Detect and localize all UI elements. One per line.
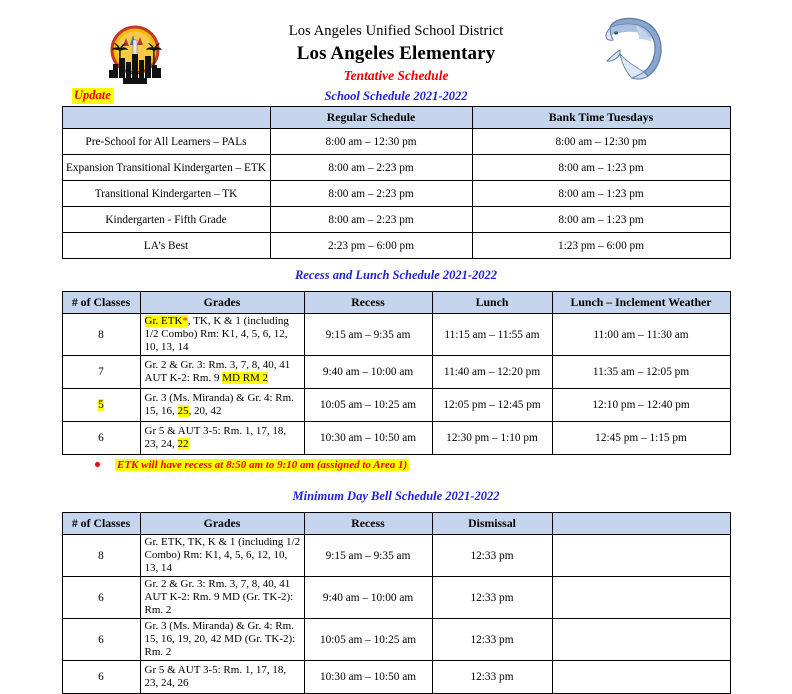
table-row <box>62 661 730 694</box>
table-row <box>62 577 730 619</box>
cell-num-classes: 8 <box>62 314 140 356</box>
cell-dismissal: 12:33 pm <box>432 661 552 694</box>
table-row <box>62 619 730 661</box>
cell-blank <box>552 661 730 694</box>
cell-program: LA’s Best <box>62 233 270 259</box>
cell-lunch-inclement: 12:10 pm – 12:40 pm <box>552 389 730 422</box>
column-header-bank-time-tuesdays: Bank Time Tuesdays <box>472 107 730 129</box>
minimum-day-table <box>62 512 731 694</box>
cell-recess: 9:40 am – 10:00 am <box>304 577 432 619</box>
table-row <box>62 181 730 207</box>
cell-recess: 10:05 am – 10:25 am <box>304 619 432 661</box>
cell-program: Expansion Transitional Kindergarten – ETK <box>62 155 270 181</box>
column-header-lunch: Lunch <box>432 292 552 314</box>
cell-num-classes: 6 <box>62 577 140 619</box>
column-header-recess: Recess <box>304 292 432 314</box>
etk-note-text: ETK will have recess at 8:50 am to 9:10 am (assigned to Area 1) <box>117 459 408 471</box>
recess-lunch-heading: Recess and Lunch Schedule 2021-2022 <box>294 268 498 282</box>
cell-dismissal: 12:33 pm <box>432 535 552 577</box>
cell-lunch-inclement: 11:35 am – 12:05 pm <box>552 356 730 389</box>
cell-lunch: 11:15 am – 11:55 am <box>432 314 552 356</box>
document-header <box>0 0 792 88</box>
cell-recess: 10:30 am – 10:50 am <box>304 661 432 694</box>
cell-program: Kindergarten - Fifth Grade <box>62 207 270 233</box>
cell-recess: 9:15 am – 9:35 am <box>304 314 432 356</box>
table-header-row <box>62 292 730 314</box>
table-row <box>62 207 730 233</box>
room-highlight: 22 <box>177 438 189 450</box>
cell-recess: 9:15 am – 9:35 am <box>304 535 432 577</box>
table-row <box>62 389 730 422</box>
grade-line-2-prefix: AUT K-2: Rm. 9 <box>144 372 223 384</box>
cell-grades <box>140 389 304 422</box>
school-schedule-table <box>62 106 731 259</box>
dolphin-mascot-logo <box>598 14 678 84</box>
column-header-regular-schedule: Regular Schedule <box>270 107 472 129</box>
table-row <box>62 233 730 259</box>
grade-rest: , TK, K & 1 (including 1/2 Combo) Rm: K1, 4, 5, 6, 12, 10, 13, 14 <box>144 315 289 353</box>
etk-recess-note <box>95 458 409 472</box>
grade-line-1: Gr. 2 & Gr. 3: Rm. 3, 7, 8, 40, 41 <box>144 359 291 371</box>
cell-program: Pre-School for All Learners – PALs <box>62 129 270 155</box>
table-row <box>62 155 730 181</box>
column-header-num-classes: # of Classes <box>62 513 140 535</box>
cell-regular: 8:00 am – 2:23 pm <box>270 181 472 207</box>
cell-grades: Gr. 2 & Gr. 3: Rm. 3, 7, 8, 40, 41 AUT K-2: Rm. 9 MD (Gr. TK-2): Rm. 2 <box>140 577 304 619</box>
table-header-row <box>62 107 730 129</box>
district-name: Los Angeles Unified School District <box>288 23 504 39</box>
update-heading-row <box>0 88 792 106</box>
grade-asterisk: * <box>182 315 188 327</box>
cell-dismissal: 12:33 pm <box>432 577 552 619</box>
cell-num-classes: 6 <box>62 422 140 455</box>
cell-recess: 10:05 am – 10:25 am <box>304 389 432 422</box>
update-badge: Update <box>72 88 114 104</box>
school-schedule-heading: School Schedule 2021-2022 <box>324 89 468 103</box>
cell-bank: 1:23 pm – 6:00 pm <box>472 233 730 259</box>
column-header-recess: Recess <box>304 513 432 535</box>
cell-lunch: 12:30 pm – 1:10 pm <box>432 422 552 455</box>
table-header-row <box>62 513 730 535</box>
num-classes-highlight: 5 <box>98 399 104 411</box>
cell-regular: 8:00 am – 12:30 pm <box>270 129 472 155</box>
table-row <box>62 535 730 577</box>
cell-lunch: 11:40 am – 12:20 pm <box>432 356 552 389</box>
cell-program: Transitional Kindergarten – TK <box>62 181 270 207</box>
cell-dismissal: 12:33 pm <box>432 619 552 661</box>
cell-grades: Gr. 3 (Ms. Miranda) & Gr. 4: Rm. 15, 16, 19, 20, 42 MD (Gr. TK-2): Rm. 2 <box>140 619 304 661</box>
grade-etk-label: Gr. ETK <box>144 315 183 327</box>
school-name: Los Angeles Elementary <box>296 43 496 64</box>
grade-suffix: , 20, 42 <box>188 405 222 417</box>
document-subtitle: Tentative Schedule <box>343 68 449 83</box>
column-header-program <box>62 107 270 129</box>
recess-lunch-table <box>62 291 731 455</box>
cell-regular: 8:00 am – 2:23 pm <box>270 155 472 181</box>
room-highlight: 25 <box>177 405 189 417</box>
cell-lunch-inclement: 11:00 am – 11:30 am <box>552 314 730 356</box>
cell-grades <box>140 314 304 356</box>
table-row <box>62 356 730 389</box>
cell-bank: 8:00 am – 1:23 pm <box>472 207 730 233</box>
table-row <box>62 314 730 356</box>
column-header-grades: Grades <box>140 513 304 535</box>
cell-bank: 8:00 am – 1:23 pm <box>472 155 730 181</box>
grade-highlight <box>145 315 188 327</box>
cell-num-classes <box>62 389 140 422</box>
cell-grades: Gr. ETK, TK, K & 1 (including 1/2 Combo) Rm: K1, 4, 5, 6, 12, 10, 13, 14 <box>140 535 304 577</box>
cell-lunch-inclement: 12:45 pm – 1:15 pm <box>552 422 730 455</box>
cell-blank <box>552 577 730 619</box>
cell-num-classes: 6 <box>62 661 140 694</box>
bullet-dot-icon <box>95 462 100 467</box>
table-row <box>62 422 730 455</box>
cell-num-classes: 7 <box>62 356 140 389</box>
cell-grades <box>140 356 304 389</box>
cell-grades <box>140 422 304 455</box>
cell-num-classes: 8 <box>62 535 140 577</box>
grade-md-rm-highlight: MD RM 2 <box>222 372 269 384</box>
cell-blank <box>552 535 730 577</box>
cell-grades: Gr 5 & AUT 3-5: Rm. 1, 17, 18, 23, 24, 26 <box>140 661 304 694</box>
cell-recess: 9:40 am – 10:00 am <box>304 356 432 389</box>
etk-note-row <box>0 458 792 476</box>
cell-bank: 8:00 am – 1:23 pm <box>472 181 730 207</box>
column-header-grades: Grades <box>140 292 304 314</box>
column-header-dismissal: Dismissal <box>432 513 552 535</box>
column-header-num-classes: # of Classes <box>62 292 140 314</box>
cell-regular: 8:00 am – 2:23 pm <box>270 207 472 233</box>
table-row <box>62 129 730 155</box>
column-header-lunch-inclement: Lunch – Inclement Weather <box>552 292 730 314</box>
grade-prefix: Gr. 3 (Ms. Miranda) & Gr. 4: Rm. 15, 16, <box>144 392 294 417</box>
grade-prefix: Gr 5 & AUT 3-5: Rm. 1, 17, 18, 23, 24, <box>144 425 287 450</box>
cell-regular: 2:23 pm – 6:00 pm <box>270 233 472 259</box>
cell-bank: 8:00 am – 12:30 pm <box>472 129 730 155</box>
cell-blank <box>552 619 730 661</box>
cell-num-classes: 6 <box>62 619 140 661</box>
cell-lunch: 12:05 pm – 12:45 pm <box>432 389 552 422</box>
cell-recess: 10:30 am – 10:50 am <box>304 422 432 455</box>
column-header-blank <box>552 513 730 535</box>
minimum-day-heading: Minimum Day Bell Schedule 2021-2022 <box>292 489 500 503</box>
